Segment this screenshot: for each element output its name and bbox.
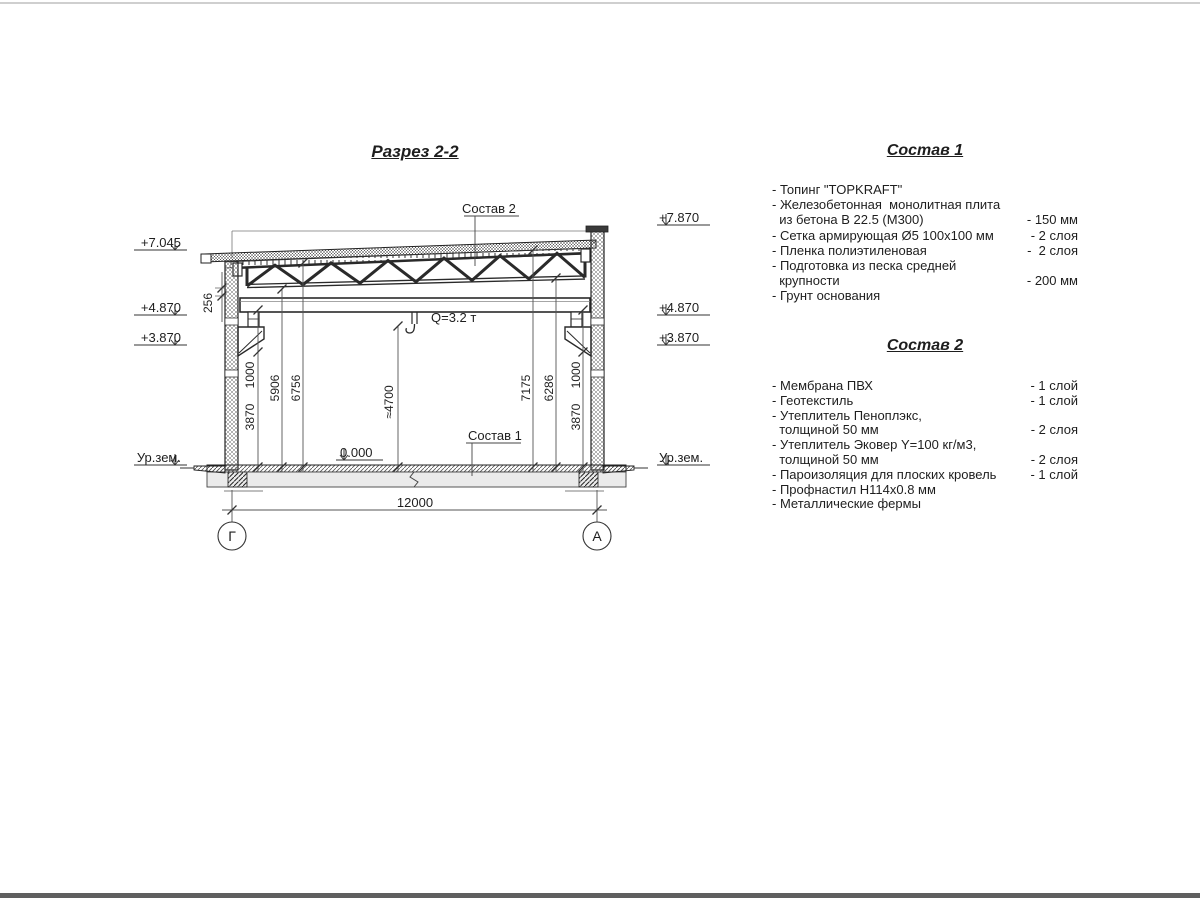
section-title: Разрез 2-2 [371,142,459,161]
dim-1000-left: 1000 [243,361,257,389]
foundation-block-left [228,472,247,487]
spec-row: - Утеплитель Пеноплэкс, [772,407,922,423]
elevation-left-4870: +4.870 [140,300,181,315]
dim-6286: 6286 [542,374,556,402]
axis-letter-a: А [592,528,602,544]
crane-capacity-label: Q=3.2 т [431,310,477,325]
elevation-right-4870: +4.870 [659,300,700,315]
parapet-coping [586,226,608,232]
dim-3870-left: 3870 [243,403,257,431]
dim-256: 256 [201,292,215,314]
elevation-right-7870: +7.870 [659,210,700,225]
floor-top-layer [207,465,626,472]
dim-1000-right: 1000 [569,361,583,389]
spec-row: - Подготовка из песка средней [772,257,957,273]
sostav1-title: Состав 1 [886,142,964,159]
ground-wing-left [194,466,225,473]
elevation-right-3870: +3.870 [659,330,700,345]
spec-row: - Сетка армирующая Ø5 100x100 мм - 2 слоя [772,227,1078,243]
spec-row: крупности - 200 мм [772,273,1078,289]
dim-5906: 5906 [268,374,282,402]
spec-row: толщиной 50 мм - 2 слоя [772,422,1078,438]
spec-row: - Пароизоляция для плоских кровель - 1 слой [772,466,1078,482]
spec-row: - Мембрана ПВХ - 1 слой [772,378,1078,393]
sostav2-list [772,379,1078,512]
truss-bearing-right [581,249,590,262]
spec-row: - Грунт основания [772,288,881,304]
dim-3870-right: 3870 [569,403,583,431]
spec-row: толщиной 50 мм - 2 слоя [772,451,1078,467]
spec-row: - Топинг "TOPKRAFT" [772,182,903,197]
floor-base-layer [207,472,626,487]
spec-row: из бетона В 22.5 (М300) - 150 мм [772,212,1078,228]
spec-row: - Железобетонная монолитная плита [772,197,1001,213]
floor-slab [180,465,648,491]
elevation-left-3870: +3.870 [140,330,181,345]
crane-hook [406,312,417,333]
spec-row: - Металлические фермы [772,496,921,512]
dim-7175: 7175 [519,374,533,402]
axis-bubbles [218,522,611,550]
foundation-block-right [579,472,598,487]
ground-wing-right [603,466,634,473]
crane-beam [240,298,590,333]
roof-edge-plate [201,254,211,263]
sostav2-title: Состав 2 [886,337,964,354]
column-corbels [238,327,591,356]
dim-span-12000: 12000 [396,495,434,510]
axis-letter-g: Г [228,528,236,544]
elevation-left-7045: +7.045 [140,235,181,250]
ground-level-left: Ур.зем. [136,450,181,465]
wall-left [225,261,238,470]
sostav1-callout-label: Состав 1 [468,428,522,443]
dim-4700-hook-height: ≈4700 [382,385,396,419]
zero-level-label: 0.000 [340,445,373,460]
spec-row: - Пленка полиэтиленовая - 2 слоя [772,242,1078,258]
sostav2-callout-label: Состав 2 [462,201,516,216]
ground-level-right: Ур.зем. [659,450,704,465]
wall-right [591,231,604,470]
beam-seat-right [571,312,582,327]
spec-row: - Утеплитель Эковер Y=100 кг/м3, [772,437,977,453]
dim-6756: 6756 [289,374,303,402]
spec-row: - Профнастил Н114x0.8 мм [772,481,936,497]
sostav1-list [772,182,1078,304]
spec-row: - Геотекстиль - 1 слой [772,392,1078,408]
